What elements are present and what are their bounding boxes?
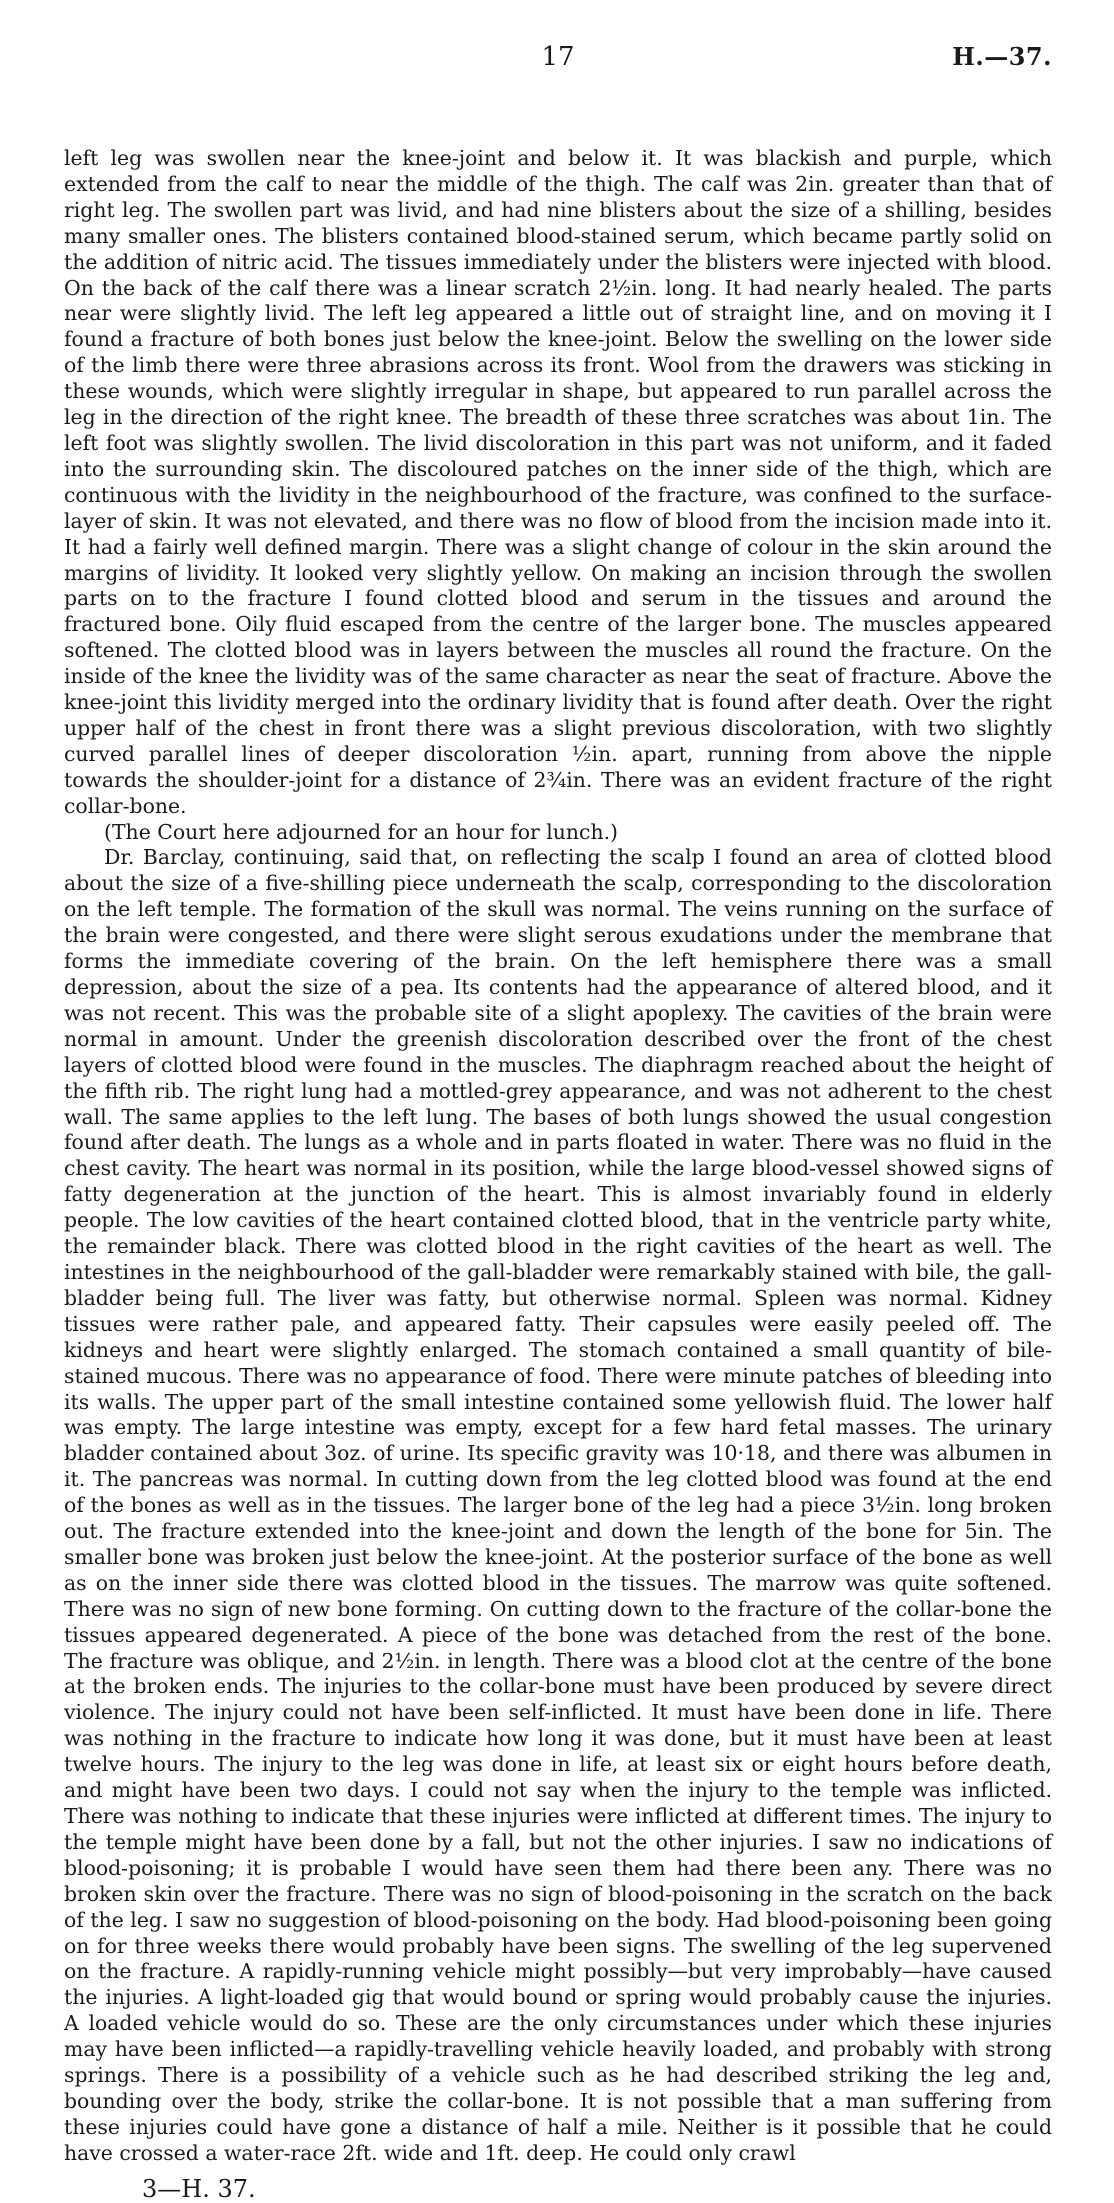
document-code: H.—37. <box>952 42 1052 71</box>
page-number: 17 <box>541 42 575 72</box>
paragraph-adjournment: (The Court here adjourned for an hour for lunch.) <box>104 819 619 844</box>
page-header <box>64 38 1052 84</box>
paragraph-testimony: Dr. Barclay, continuing, said that, on reflecting the scalp I found an area of clotted blood about the size of a five-shilling piece underneath the scalp, corresponding to the discoloration on the left temple. The formation of the skull was normal. The veins running on the surface of the brain were congested, and there were slight serous exudations under the membrane that forms the immediate covering of the brain. On the left hemisphere there was a small depression, about the size of a pea. Its contents had the appearance of altered blood, and it was not recent. This was the probable site of a slight apoplexy. The cavities of the brain were normal in amount. Under the greenish discoloration described over the front of the chest layers of clotted blood were found in the muscles. The diaphragm reached about the height of the fifth rib. The right lung had a mottled-grey appearance, and was not adherent to the chest wall. The same applies to the left lung. The bases of both lungs showed the usual congestion found after death. The lungs as a whole and in parts floated in water. There was no fluid in the chest cavity. The heart was normal in its position, while the large blood-vessel showed signs of fatty degeneration at the junction of the heart. This is almost invariably found in elderly people. The low cavities of the heart contained clotted blood, that in the ventricle party white, the remainder black. There was clotted blood in the right cavities of the heart as well. The intestines in the neighbourhood of the gall-bladder were remarkably stained with bile, the gall-bladder being full. The liver was fatty, but otherwise normal. Spleen was normal. Kidney tissues were rather pale, and appeared fatty. Their capsules were easily peeled off. The kidneys and heart were slightly enlarged. The stomach contained a small quantity of bile-stained mucous. There was no appearance of food. There were minute patches of bleeding into its walls. The upper part of the small intestine contained some yellowish fluid. The lower half was empty. The large intestine was empty, except for a few hard fetal masses. The urinary bladder contained about 3oz. of urine. Its specific gravity was 10·18, and there was albumen in it. The pancreas was normal. In cutting down from the leg clotted blood was found at the end of the bones as well as in the tissues. The larger bone of the leg had a piece 3½in. long broken out. The fracture extended into the knee-joint and down the length of the bone for 5in. The smaller bone was broken just below the knee-joint. At the posterior surface of the bone as well as on the inner side there was clotted blood in the tissues. The marrow was quite softened. There was no sign of new bone forming. On cutting down to the fracture of the collar-bone the tissues appeared degenerated. A piece of the bone was detached from the rest of the bone. The fracture was oblique, and 2½in. in length. There was a blood clot at the centre of the bone at the broken ends. The injuries to the collar-bone must have been produced by severe direct violence. The injury could not have been self-inflicted. It must have been done in life. There was nothing in the fracture to indicate how long it was done, but it must have been at least twelve hours. The injury to the leg was done in life, at least six or eight hours before death, and might have been two days. I could not say when the injury to the temple was inflicted. There was nothing to indicate that these injuries were inflicted at different times. The injury to the temple might have been done by a fall, but not the other injuries. I saw no indications of blood-poisoning; it is probable I would have seen them had there been any. There was no broken skin over the fracture. There was no sign of blood-poisoning in the scratch on the back of the leg. I saw no suggestion of blood-poisoning on the body. Had blood-poisoning been going on for three weeks there would probably have been signs. The swelling of the leg supervened on the fracture. A rapidly-running vehicle might possibly—but very improbably—have caused the injuries. A light-loaded gig that would bound or spring would probably cause the injuries. A loaded vehicle would do so. These are the only circumstances under which these injuries may have been inflicted—a rapidly-travelling vehicle heavily loaded, and probably with strong springs. There is a possibility of a vehicle such as he had described striking the leg and, bounding over the body, strike the collar-bone. It is not possible that a man suffering from these injuries could have gone a distance of half a mile. Neither is it possible that he could have crossed a water-race 2ft. wide and 1ft. deep. He could only crawl <box>64 845 1052 2165</box>
body-text <box>64 146 1052 2167</box>
signature-mark: 3—H. 37. <box>142 2174 256 2203</box>
paragraph-continuation: left leg was swollen near the knee-joint and below it. It was blackish and purple, which extended from the calf to near the middle of the thigh. The calf was 2in. greater than that of right leg. The swollen part was livid, and had nine blisters about the size of a shilling, besides many smaller ones. The blisters contained blood-stained serum, which became partly solid on the addition of nitric acid. The tissues immediately under the blisters were injected with blood. On the back of the calf there was a linear scratch 2½in. long. It had nearly healed. The parts near were slightly livid. The left leg appeared a little out of straight line, and on moving it I found a fracture of both bones just below the knee-joint. Below the swelling on the lower side of the limb there were three abrasions across its front. Wool from the drawers was sticking in these wounds, which were slightly irregular in shape, but appeared to run parallel across the leg in the direction of the right knee. The breadth of these three scratches was about 1in. The left foot was slightly swollen. The livid discoloration in this part was not uniform, and it faded into the surrounding skin. The discoloured patches on the inner side of the thigh, which are continuous with the lividity in the neighbourhood of the fracture, was confined to the surface-layer of skin. It was not elevated, and there was no flow of blood from the incision made into it. It had a fairly well defined margin. There was a slight change of colour in the skin around the margins of lividity. It looked very slightly yellow. On making an incision through the swollen parts on to the fracture I found clotted blood and serum in the tissues and around the fractured bone. Oily fluid escaped from the centre of the larger bone. The muscles appeared softened. The clotted blood was in layers between the muscles all round the fracture. On the inside of the knee the lividity was of the same character as near the seat of fracture. Above the knee-joint this lividity merged into the ordinary lividity that is found after death. Over the right upper half of the chest in front there was a slight previous discoloration, with two slightly curved parallel lines of deeper discoloration ½in. apart, running from above the nipple towards the shoulder-joint for a distance of 2¾in. There was an evident fracture of the right collar-bone. <box>64 146 1052 818</box>
